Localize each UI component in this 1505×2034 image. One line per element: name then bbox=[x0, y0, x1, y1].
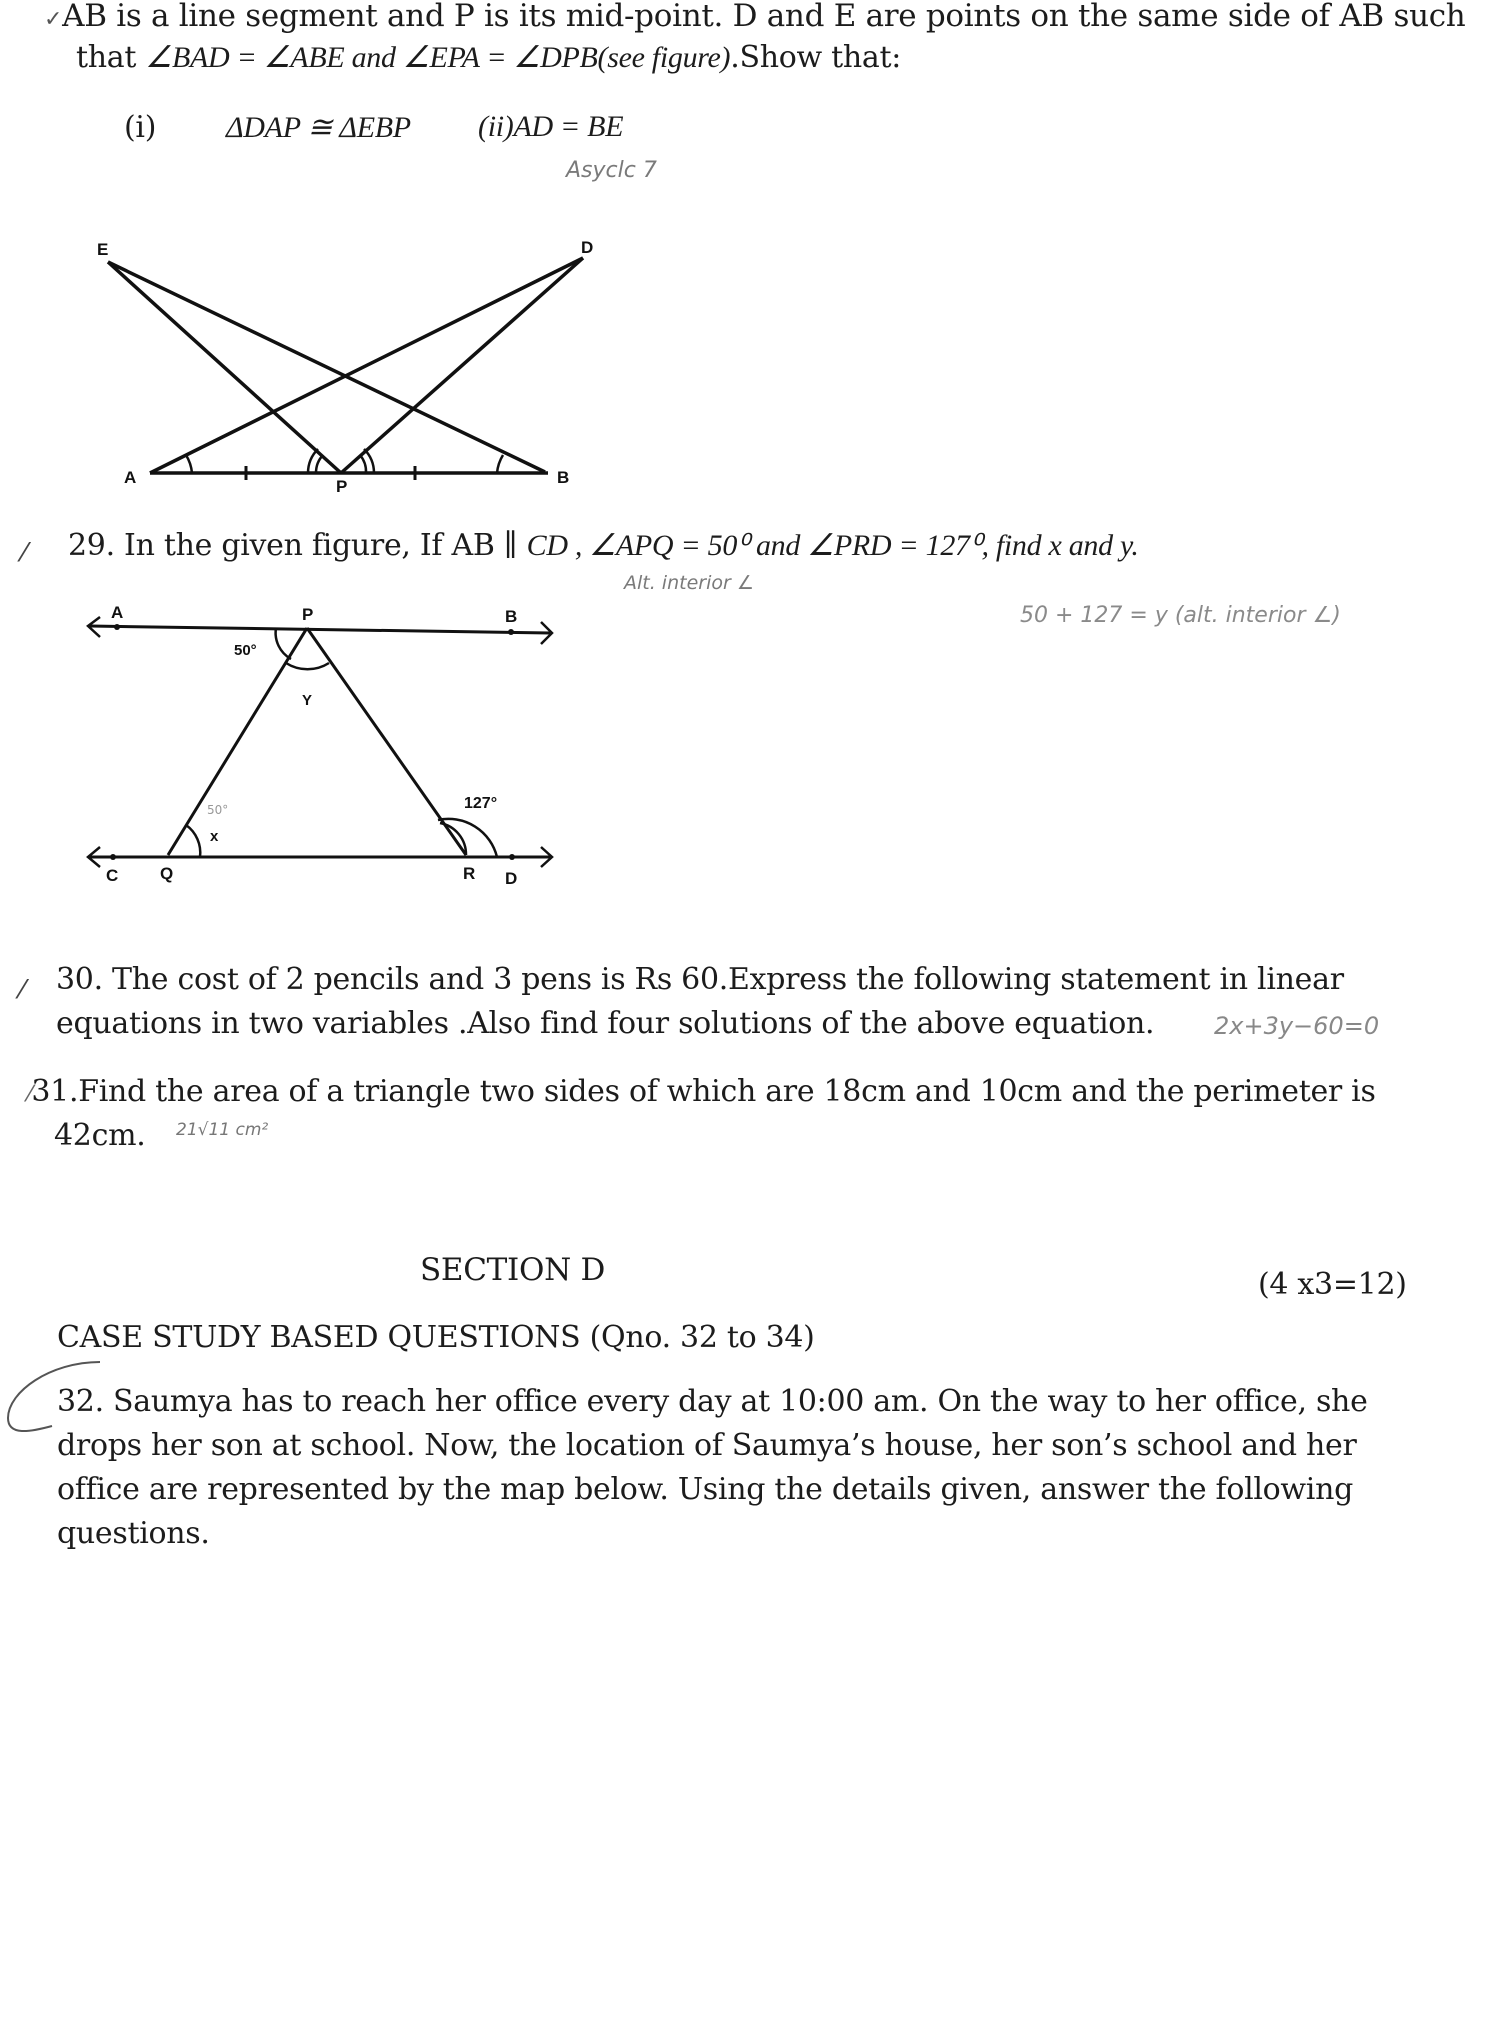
q29-math: CD , ∠APQ = 50⁰ and ∠PRD = 127⁰, find x and y. bbox=[526, 529, 1139, 562]
q28-text: AB is a line segment and P is its mid-point. D and E are points on the same side of AB such bbox=[62, 0, 1466, 34]
q32-line3: office are represented by the map below. Using the details given, answer the following bbox=[57, 1472, 1354, 1507]
q28-condition-math: ∠BAD = ∠ABE and ∠EPA = ∠DPB(see figure) bbox=[145, 41, 731, 74]
q28-handwritten-note: Asyclc 7 bbox=[566, 158, 657, 183]
q32-line2: drops her son at school. Now, the location of Saumya’s house, her son’s school and her bbox=[57, 1428, 1357, 1463]
angle-label-x: x bbox=[210, 828, 219, 845]
q29-text: In the given figure, If AB ∥ bbox=[114, 528, 527, 563]
q31-handwritten-answer: 21√11 cm² bbox=[176, 1120, 269, 1140]
point-label-a: A bbox=[124, 468, 137, 487]
q32-circle-mark bbox=[0, 0, 200, 1500]
q30-text-1: The cost of 2 pencils and 3 pens is Rs 60.Express the following statement in linear bbox=[102, 962, 1344, 997]
q29-number: 29. bbox=[68, 528, 115, 563]
q29-handwritten-note-1: Alt. interior ∠ bbox=[624, 572, 754, 594]
angle-label-127: 127° bbox=[464, 795, 498, 812]
point-label-a: A bbox=[111, 603, 124, 622]
q28-part-ii-math: (ii)AD = BE bbox=[478, 110, 624, 143]
check-mark-icon: ⁄ bbox=[28, 1082, 32, 1107]
q32-number: 32. bbox=[57, 1384, 104, 1419]
q32-text-1: Saumya has to reach her office every day at 10:00 am. On the way to her office, she bbox=[103, 1384, 1368, 1419]
q30-handwritten-answer: 2x+3y−60=0 bbox=[1214, 1012, 1380, 1040]
point-label-b: B bbox=[557, 468, 570, 487]
q28-part-i-label: (i) bbox=[124, 110, 157, 145]
section-d-subheading: CASE STUDY BASED QUESTIONS (Qno. 32 to 34) bbox=[57, 1320, 815, 1355]
point-label-p: P bbox=[336, 477, 348, 496]
point-label-r: R bbox=[463, 864, 476, 883]
check-mark-icon: ⁄ bbox=[22, 538, 27, 568]
point-label-d: D bbox=[505, 869, 518, 888]
check-mark-icon: ⁄ bbox=[20, 975, 25, 1005]
point-label-d: D bbox=[581, 238, 594, 257]
q28-line2-prefix: that bbox=[76, 40, 146, 75]
q30-line2: equations in two variables .Also find four solutions of the above equation. bbox=[56, 1006, 1155, 1041]
point-label-q: Q bbox=[160, 864, 174, 883]
angle-label-y: Y bbox=[302, 692, 313, 709]
point-label-b: B bbox=[505, 607, 518, 626]
q28-line2-suffix: .Show that: bbox=[730, 40, 902, 75]
section-d-marks: (4 x3=12) bbox=[1258, 1267, 1407, 1302]
pencil-note-50: 50° bbox=[207, 803, 229, 817]
angle-label-50: 50° bbox=[234, 642, 257, 659]
q30-line1 bbox=[56, 962, 1344, 997]
q31-line2: 42cm. bbox=[54, 1118, 146, 1153]
q28-part-i-math: ΔDAP ≅ ΔEBP bbox=[226, 111, 411, 144]
q29-handwritten-note-2: 50 + 127 = y (alt. interior ∠) bbox=[1020, 603, 1341, 628]
q30-number: 30. bbox=[56, 962, 103, 997]
point-label-p: P bbox=[302, 605, 314, 624]
point-label-e: E bbox=[97, 240, 109, 259]
section-d-title: SECTION D bbox=[420, 1252, 606, 1288]
q31-text-1: Find the area of a triangle two sides of which are 18cm and 10cm and the perimeter is bbox=[78, 1074, 1376, 1109]
q29-figure-diagram bbox=[0, 0, 1505, 900]
q31-line1 bbox=[28, 1074, 1376, 1109]
check-mark-icon: ✓ bbox=[44, 7, 63, 32]
q29-angle-arcs bbox=[186, 628, 497, 857]
q31-number: 31. bbox=[31, 1074, 79, 1109]
q32-line4: questions. bbox=[57, 1516, 210, 1551]
q32-line1 bbox=[57, 1384, 1368, 1419]
point-label-c: C bbox=[106, 866, 119, 885]
